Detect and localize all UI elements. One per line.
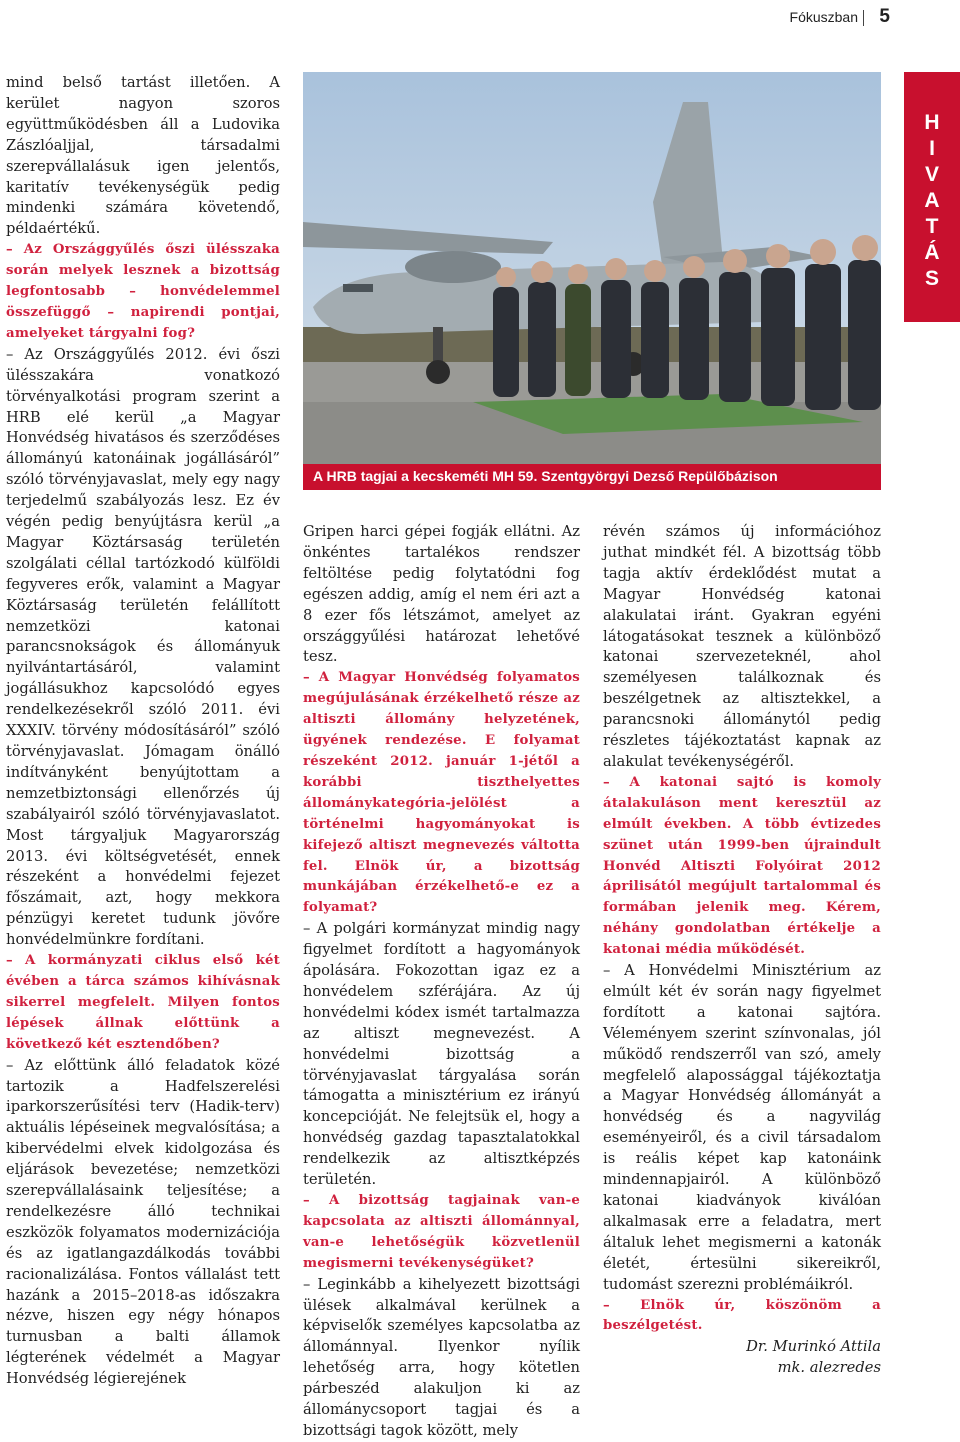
side-tab-letter: S <box>924 267 939 290</box>
answer-paragraph: révén számos új információhoz juthat mindkét fél. A bizottság több tagja aktív érdeklődést mutat a Magyar Honvédség katonai alakulatai iránt. Gyakran egyéni látogatásokat tesznek a különböző katonai szervezeteknél, ahol személyesen találkoznak és beszélgetnek az altisztekkel, a parancsnoki állománytól pedig részletes tájékoztatást kapnak az alakulat tevékenységéről. <box>603 523 881 770</box>
side-tab-letter: Á <box>924 241 940 264</box>
text-column-2 <box>303 522 580 1442</box>
section-side-tab <box>904 72 960 322</box>
answer-paragraph: – Leginkább a kihelyezett bizottsági ülések alkalmával kerülnek a képviselők személyes kapcsolatba az állománnyal. Ilyenkor nyílik lehetőség arra, hogy kötetlen párbeszéd alakuljon ki az állománycsoport tagjai és a bizottsági tagok között, mely <box>303 1275 580 1439</box>
question-paragraph: – A Magyar Honvédség folyamatos megújulásának érzékelhető része az altiszti állomány helyzetének, ügyének rendezése. E folyamat részeként 2012. január 1-jétől a korábbi tiszthelyettes állománykategória-jelölést a történelmi hagyományokat is kifejező altiszt megnevezés váltotta fel. Elnök úr, a bizottság munkájában érzékelhető-e ez a folyamat? <box>303 670 580 916</box>
article-photo <box>303 72 881 490</box>
side-tab-letter: I <box>929 137 935 160</box>
question-paragraph: – Elnök úr, köszönöm a beszélgetést. <box>603 1297 881 1334</box>
answer-paragraph: – A Honvédelmi Minisztérium az elmúlt két év során nagy figyelmet fordított a katonai sajtóra. Véleményem szerint színvonalas, jól működő rendszerről van szó, amely megfelelő alapossággal tájékoztatja a Magyar Honvédség állományát a honvédség és a nagyvilág eseményeiről, és a civil társadalom is reális képet kap katonáink mindennapjairól. A különböző katonai kiadványok kiválóan alkalmasak erre a feladatra, mert általuk lehet megismerni a katonák életét, értesülni sikereikről, tudomást szerezni problémáikról. <box>603 962 881 1293</box>
side-tab-letter: V <box>924 163 939 186</box>
side-tab-letter: T <box>925 215 939 238</box>
text-column-1 <box>6 73 280 1390</box>
answer-paragraph: – Az Országgyűlés 2012. évi őszi ülésszakára vonatkozó törvényalkotási program szerint a HRB elé kerül „a Magyar Honvédség hivatásos és szerződéses állományú katonáinak jogállásáról” szóló törvényjavaslat, mely egy nagy terjedelmű szabályozás lesz. Ez év végén pedig benyújtásra kerül „a Magyar Köztársaság területén szolgálati céllal tartózkodó külföldi fegyveres erők, valamint a Magyar Köztársaság területén felállított nemzetközi katonai parancsnokságok és állományuk nyilvántartásáról, valamint jogállásukhoz kapcsolódó egyes rendelkezésekről szóló 2011. évi XXXIV. törvény módosításáról” szóló törvényjavaslat. Jómagam önálló indítványként benyújtottam a nemzetbiztonsági ellenőrzés új szabályairól szóló törvényjavaslatot. Most tárgyaljuk Magyarország 2013. évi költségvetését, ennek részeként a honvédelmi fejezet főszámait, azt, hogy mekkora pénzügyi keretet tudunk jövőre honvédelmünkre fordítani. <box>6 345 280 949</box>
side-tab-letter: H <box>924 111 940 134</box>
side-tab-letters <box>904 72 960 292</box>
section-title: Fókuszban <box>789 9 858 25</box>
photo-caption <box>303 464 881 490</box>
side-tab-letter: A <box>924 189 940 212</box>
signature-line: Dr. Murinkó Attila <box>746 1338 881 1356</box>
header-divider <box>863 10 864 26</box>
answer-paragraph: – A polgári kormányzat mindig nagy figyelmet fordított a hagyományok ápolására. Fokozottan igaz ez a honvédelem szférájára. Az új honvédelmi kódex ismét tartalmazza az altiszt megnevezést. A honvédelmi bizottság a törvényjavaslat tárgyalása során támogatta a minisztérium ez irányú koncepcióját. Ne felejtsük el, hogy a honvédség gazdag tapasztalatokkal rendelkezik az altisztképzés területén. <box>303 920 580 1189</box>
question-paragraph: – A kormányzati ciklus első két évében a tárca számos kihívásnak sikerrel megfelelt. Milyen fontos lépések állnak előttünk a következő két esztendőben? <box>6 953 280 1052</box>
answer-paragraph: – Az előttünk álló feladatok közé tartozik a Hadfelszerelési iparkorszerűsítési terv (Hadik-terv) aktuális lépéseinek megvalósítása; a kibervédelmi elvek kidolgozása és eljárások bevezetése; nemzetközi szerepvállalásaink teljesítése; a rendelkezésre álló technikai eszközök folyamatos modernizációja és az igatlangazdálkodás további racionalizálása. Fontos vállalást tett hazánk a 2015–2018-as időszakra nézve, hiszen egy négy hónapos turnusban a balti államok légterének védelmét a Magyar Honvédség légierejének <box>6 1056 280 1388</box>
answer-paragraph: mind belső tartást illetően. A kerület nagyon szoros együttműködésben áll a Ludovika Zászlóaljjal, társadalmi szerepvállalásuk igen jelentős, karitatív tevékenységük pedig mindenki számára követendő, példaértékű. <box>6 74 280 238</box>
signature-line: mk. alezredes <box>777 1359 881 1377</box>
page-number: 5 <box>879 6 890 27</box>
photo-caption-text: A HRB tagjai a kecskeméti MH 59. Szentgyörgyi Dezső Repülőbázison <box>313 468 778 484</box>
text-column-3 <box>603 522 881 1379</box>
page-header <box>0 0 960 40</box>
question-paragraph: – A bizottság tagjainak van-e kapcsolata az altiszti állománnyal, van-e lehetőségük közvetlenül megismerni tevékenységüket? <box>303 1193 580 1271</box>
answer-paragraph: Gripen harci gépei fogják ellátni. Az önkéntes tartalékos rendszer feltöltése pedig folytatódni fog egészen addig, amíg el nem éri azt a 8 ezer fős létszámot, amelyet az országgyűlési határozat lehetővé tesz. <box>303 523 580 666</box>
question-paragraph: – A katonai sajtó is komoly átalakuláson ment keresztül az elmúlt években. A több évtizedes szünet után 1999-ben újraindult Honvéd Altiszti Folyóirat 2012 áprilisától megújult tartalommal és formában jelenik meg. Kérem, néhány gondolatban értékelje a katonai média működését. <box>603 774 881 958</box>
question-paragraph: – Az Országgyűlés őszi ülésszaka során melyek lesznek a bizottság legfontosabb – honvédelemmel összefüggő – napirendi pontjai, amelyeket tárgyalni fog? <box>6 242 280 341</box>
